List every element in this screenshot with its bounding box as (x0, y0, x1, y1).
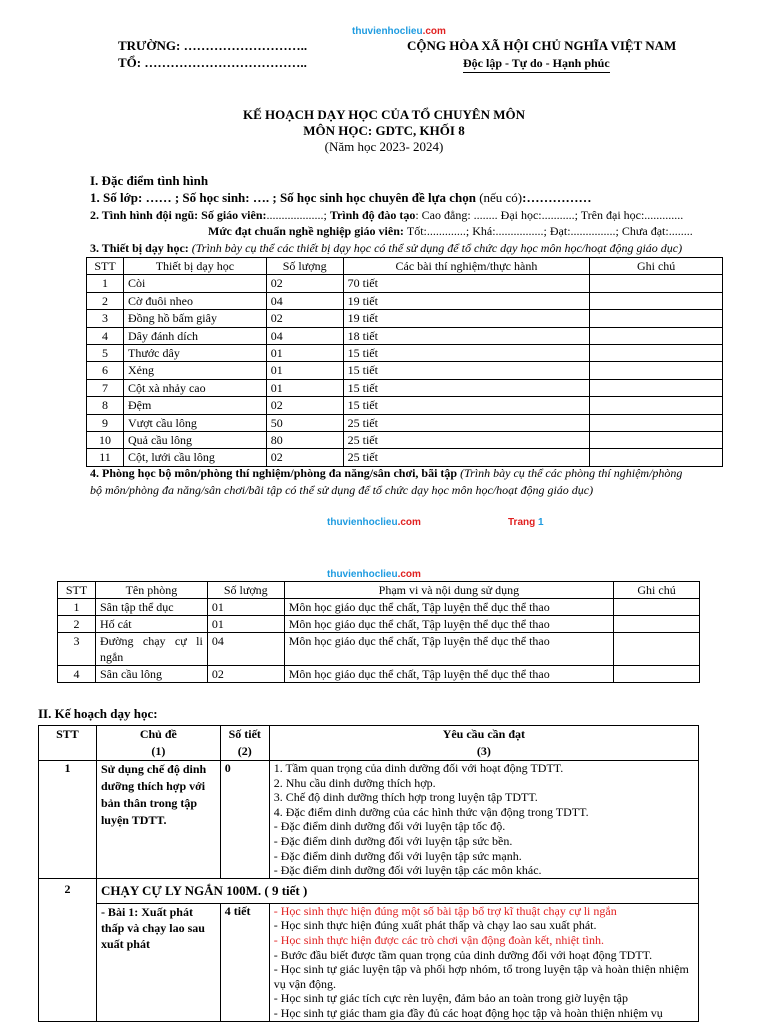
cell: 02 (266, 275, 343, 292)
cell: Đồng hồ bấm giây (123, 310, 266, 327)
section1-item4: 4. Phòng học bộ môn/phòng thí nghiệm/phòng đa năng/sân chơi, bãi tập (Trình bày cụ thể các phòng thí nghiệm/phòng (90, 466, 683, 480)
cell: 01 (266, 379, 343, 396)
list-item: - Bước đầu biết được tầm quan trọng của dinh dưỡng đối với hoạt động TDTT. (273, 947, 653, 962)
section1-heading: I. Đặc điểm tình hình (90, 173, 209, 188)
table-row (39, 903, 699, 1021)
cell: 4 (58, 666, 96, 683)
table-row (58, 633, 700, 666)
cell: Môn học giáo dục thể chất, Tập luyện thể dục thể thao (284, 666, 613, 683)
list-item: - Học sinh thực hiện đúng một số bài tập bổ trợ kĩ thuật chạy cự li ngắn (273, 903, 617, 918)
cell: 6 (87, 362, 124, 379)
cell: Môn học giáo dục thể chất, Tập luyện thể dục thể thao (284, 633, 613, 666)
table-header (58, 582, 700, 599)
table-header (87, 258, 723, 275)
col-header: STT (87, 258, 124, 275)
cell: 4 (87, 327, 124, 344)
table-row (39, 878, 699, 903)
cell: Sử dụng chế độ dinh dưỡng thích hợp với bản thân trong tập luyện TDTT. (96, 761, 220, 879)
group-line: TỔ: ……………………………….. (118, 55, 307, 70)
col-header: Ghi chú (614, 582, 700, 599)
table-row (87, 327, 723, 344)
cell (269, 761, 698, 879)
cell: 15 tiết (343, 344, 590, 361)
cell: Xẻng (123, 362, 266, 379)
table-row (58, 616, 700, 633)
cell: 2 (58, 616, 96, 633)
cell (614, 633, 700, 666)
page-number: Trang 1 (508, 517, 544, 528)
table-row (87, 275, 723, 292)
cell: 3 (87, 310, 124, 327)
table-row (87, 292, 723, 309)
cell: CHẠY CỰ LY NGẮN 100M. ( 9 tiết ) (96, 878, 698, 903)
cell: 15 tiết (343, 379, 590, 396)
cell: 50 (266, 414, 343, 431)
cell: Môn học giáo dục thể chất, Tập luyện thể dục thể thao (284, 599, 613, 616)
list-item: 4. Đặc điểm dinh dưỡng của các hình thức vận động trong TDTT. (273, 804, 589, 819)
col-header: Số lượng (207, 582, 284, 599)
list-item: - Học sinh tự giác luyện tập và phối hợp nhóm, tổ trong luyện tập và hoàn thiện nhiệm vụ vận động. (273, 962, 689, 991)
list-item: - Đặc điểm dinh dưỡng đối với luyện tập tốc độ. (273, 819, 506, 834)
cell: Sân cầu lông (95, 666, 207, 683)
brand-logo: thuvienhoclieu.com (352, 26, 446, 37)
cell: 01 (207, 616, 284, 633)
table-header (39, 726, 699, 761)
cell: 18 tiết (343, 327, 590, 344)
table-row (87, 414, 723, 431)
section2-heading: II. Kế hoạch dạy học: (38, 706, 158, 721)
list-item: - Đặc điểm dinh dưỡng đối với luyện tập sức bền. (273, 833, 513, 848)
cell: 11 (87, 449, 124, 466)
cell: - Bài 1: Xuất phát thấp và chạy lao sau xuất phát (96, 903, 220, 1021)
cell (590, 327, 723, 344)
col-header: Các bài thí nghiệm/thực hành (343, 258, 590, 275)
section1-item3: 3. Thiết bị dạy học: (Trình bày cụ thể các thiết bị dạy học có thể sử dụng để tổ chức dạy học môn học/hoạt động giáo dục) (90, 241, 683, 255)
table-row (87, 431, 723, 448)
cell: Sân tập thể dục (95, 599, 207, 616)
cell: Đệm (123, 397, 266, 414)
cell: 02 (266, 397, 343, 414)
cell: 3 (58, 633, 96, 666)
school-line: TRƯỜNG: ……………………….. (118, 38, 308, 53)
list-item: - Học sinh thực hiện đúng xuất phát thấp và chạy lao sau xuất phát. (273, 918, 597, 933)
table-row (87, 310, 723, 327)
cell: 15 tiết (343, 397, 590, 414)
doc-title: KẾ HOẠCH DẠY HỌC CỦA TỔ CHUYÊN MÔN (242, 107, 526, 122)
table-row (87, 397, 723, 414)
cell: Môn học giáo dục thể chất, Tập luyện thể dục thể thao (284, 616, 613, 633)
plan-table (38, 725, 699, 1022)
cell (590, 414, 723, 431)
col-header: Phạm vi và nội dung sử dụng (284, 582, 613, 599)
cell: 01 (207, 599, 284, 616)
section1-item4-cont: bộ môn/phòng đa năng/sân chơi/bãi tập có thể sử dụng để tổ chức dạy học môn học/hoạt động giáo dục) (90, 483, 594, 497)
cell: 5 (87, 344, 124, 361)
cell: 80 (266, 431, 343, 448)
doc-year: (Năm học 2023- 2024) (324, 139, 444, 154)
footer-brand: thuvienhoclieu.com (327, 517, 421, 528)
cell: 02 (266, 449, 343, 466)
col-header: Tên phòng (95, 582, 207, 599)
motto: Độc lập - Tự do - Hạnh phúc (463, 56, 610, 73)
cell: 1 (58, 599, 96, 616)
cell: 19 tiết (343, 310, 590, 327)
cell (614, 616, 700, 633)
cell: Dây đánh dích (123, 327, 266, 344)
cell: 04 (266, 327, 343, 344)
equipment-table (86, 257, 723, 467)
cell: 70 tiết (343, 275, 590, 292)
cell (590, 449, 723, 466)
cell: 9 (87, 414, 124, 431)
cell (269, 903, 698, 1021)
list-item: - Đặc điểm dinh dưỡng đối với luyện tập các môn khác. (273, 863, 542, 878)
cell: 25 tiết (343, 414, 590, 431)
cell: Hố cát (95, 616, 207, 633)
cell: Vượt cầu lông (123, 414, 266, 431)
cell: 15 tiết (343, 362, 590, 379)
list-item: - Học sinh tự giác tham gia đầy đủ các hoạt động học tập và hoàn thiện nhiệm vụ (273, 1005, 663, 1020)
cell: 10 (87, 431, 124, 448)
cell: Cờ đuôi nheo (123, 292, 266, 309)
table-row (39, 761, 699, 879)
list-item: - Học sinh thực hiện được các trò chơi vận động đoàn kết, nhiệt tình. (273, 932, 605, 947)
cell (590, 431, 723, 448)
nation-title: CỘNG HÒA XÃ HỘI CHỦ NGHĨA VIỆT NAM (407, 38, 677, 53)
cell: 01 (266, 362, 343, 379)
cell: 25 tiết (343, 431, 590, 448)
cell: Còi (123, 275, 266, 292)
cell: 1 (87, 275, 124, 292)
cell: Đường chạy cự li ngắn (95, 633, 207, 666)
cell (590, 397, 723, 414)
table-row (87, 344, 723, 361)
cell (614, 599, 700, 616)
list-item: 2. Nhu cầu dinh dưỡng thích hợp. (273, 775, 436, 790)
col-header: Số lượng (266, 258, 343, 275)
list-item: 1. Tầm quan trọng của dinh dưỡng đối với hoạt động TDTT. (273, 761, 564, 775)
cell: 4 tiết (220, 903, 269, 1021)
cell: 0 (220, 761, 269, 879)
table-row (58, 599, 700, 616)
cell: 7 (87, 379, 124, 396)
col-header: STT (39, 726, 97, 761)
brand-logo-page2: thuvienhoclieu.com (327, 569, 421, 580)
cell: 19 tiết (343, 292, 590, 309)
cell (590, 344, 723, 361)
cell: 02 (266, 310, 343, 327)
cell: Thước dây (123, 344, 266, 361)
table-row (87, 449, 723, 466)
table-row (58, 666, 700, 683)
cell (614, 666, 700, 683)
col-header: Chủ đề (1) (96, 726, 220, 761)
cell: 01 (266, 344, 343, 361)
table-row (87, 379, 723, 396)
doc-subject: MÔN HỌC: GDTC, KHỐI 8 (303, 123, 465, 138)
cell: 1 (39, 761, 97, 879)
col-header: Ghi chú (590, 258, 723, 275)
cell: 2 (39, 878, 97, 1021)
cell: 25 tiết (343, 449, 590, 466)
section1-item2: 2. Tình hình đội ngũ: Số giáo viên:...................; Trình độ đào tạo: Cao đẳng: ........ Đại học:...........; Trên đại học:............. (90, 208, 684, 222)
cell (590, 275, 723, 292)
col-header: Số tiết (2) (220, 726, 269, 761)
cell (590, 362, 723, 379)
cell (590, 310, 723, 327)
cell: Quả cầu lông (123, 431, 266, 448)
cell (590, 292, 723, 309)
rooms-table (57, 581, 700, 683)
section1-item1: 1. Số lớp: …… ; Số học sinh: …. ; Số học sinh học chuyên đề lựa chọn (nếu có):…………… (90, 190, 592, 205)
cell: Cột, lưới cầu lông (123, 449, 266, 466)
list-item: - Đặc điểm dinh dưỡng đối với luyện tập sức mạnh. (273, 848, 522, 863)
list-item: - Học sinh tự giác tích cực rèn luyện, đảm bảo an toàn trong giờ luyện tập (273, 991, 628, 1006)
cell: 02 (207, 666, 284, 683)
cell (590, 379, 723, 396)
cell: 8 (87, 397, 124, 414)
cell: 2 (87, 292, 124, 309)
col-header: Thiết bị dạy học (123, 258, 266, 275)
table-row (87, 362, 723, 379)
list-item: 3. Chế độ dinh dưỡng thích hợp trong luyện tập TDTT. (273, 790, 538, 805)
col-header: Yêu cầu cần đạt (3) (269, 726, 698, 761)
cell: 04 (207, 633, 284, 666)
cell: Cột xà nhảy cao (123, 379, 266, 396)
section1-item2-standard: Mức đạt chuẩn nghề nghiệp giáo viên: Tốt:.............; Khá:................; Đạt:...............; Chưa đạt:........ (208, 224, 693, 238)
cell: 04 (266, 292, 343, 309)
col-header: STT (58, 582, 96, 599)
